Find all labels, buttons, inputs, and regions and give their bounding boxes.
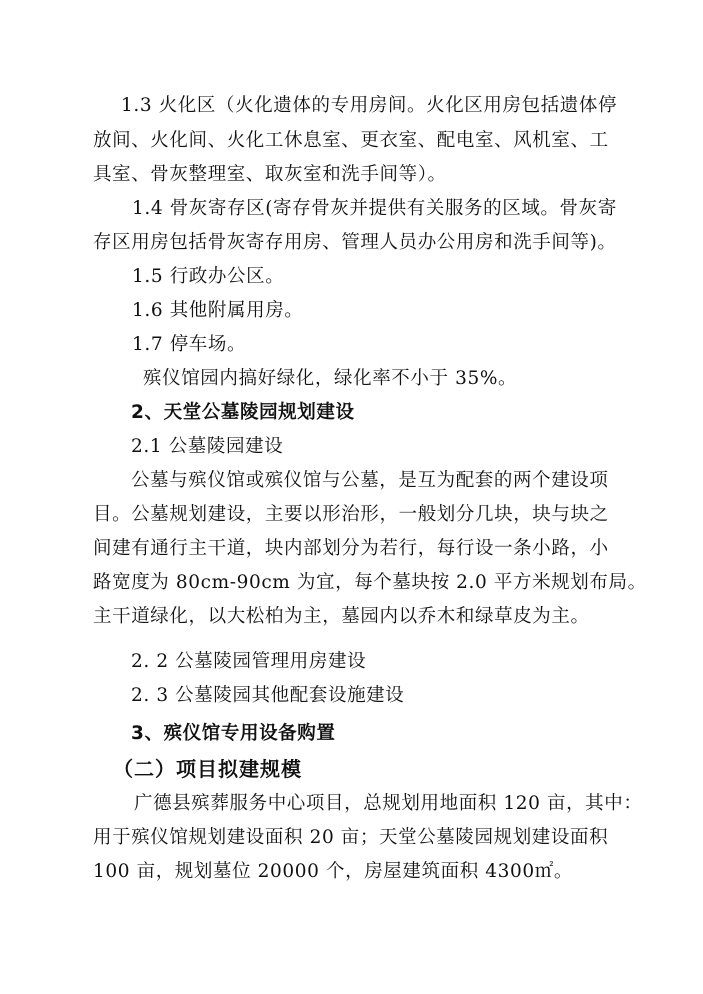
body-line-4: 路宽度为 80cm-90cm 为宜，每个墓块按 2.0 平方米规划布局。 <box>93 572 647 593</box>
section-1-3-line-2: 放间、火化间、火化工休息室、更衣室、配电室、风机室、工 <box>93 130 609 151</box>
section-1-5: 1.5 行政办公区。 <box>132 266 285 287</box>
section-1-3-line-3: 具室、骨灰整理室、取灰室和洗手间等）。 <box>93 164 447 185</box>
section-2-3: 2. 3 公墓陵园其他配套设施建设 <box>131 685 405 706</box>
section-2-2: 2. 2 公墓陵园管理用房建设 <box>131 651 367 672</box>
scale-line-2: 用于殡仪馆规划建设面积 20 亩；天堂公墓陵园规划建设面积 <box>93 827 609 848</box>
body-line-3: 间建有通行主干道，块内部划分为若行，每行设一条小路，小 <box>93 538 609 559</box>
section-1-3-line-1: 1.3 火化区（火化遗体的专用房间。火化区用房包括遗体停 <box>121 95 618 116</box>
scale-line-3: 100 亩，规划墓位 20000 个，房屋建筑面积 4300㎡。 <box>93 861 573 882</box>
section-heading-scale: （二）项目拟建规模 <box>113 757 302 781</box>
greening-note: 殡仪馆园内搞好绿化，绿化率不小于 35%。 <box>143 368 518 389</box>
section-1-6: 1.6 其他附属用房。 <box>132 300 304 321</box>
section-2-1: 2.1 公墓陵园建设 <box>131 436 284 457</box>
section-1-4-line-1: 1.4 骨灰寄存区(寄存骨灰并提供有关服务的区域。骨灰寄 <box>132 198 617 219</box>
body-line-5: 主干道绿化，以大松柏为主，墓园内以乔木和绿草皮为主。 <box>93 606 590 627</box>
body-line-2: 目。公墓规划建设，主要以形治形，一般划分几块，块与块之 <box>93 504 609 525</box>
heading-3: 3、殡仪馆专用设备购置 <box>131 723 336 744</box>
body-line-1: 公墓与殡仪馆或殡仪馆与公墓，是互为配套的两个建设项 <box>131 470 609 491</box>
section-1-7: 1.7 停车场。 <box>132 334 247 355</box>
section-1-4-line-2: 存区用房包括骨灰寄存用房、管理人员办公用房和洗手间等)。 <box>93 232 617 253</box>
heading-2: 2、天堂公墓陵园规划建设 <box>131 402 355 423</box>
scale-line-1: 广德县殡葬服务中心项目，总规划用地面积 120 亩，其中： <box>134 793 643 814</box>
